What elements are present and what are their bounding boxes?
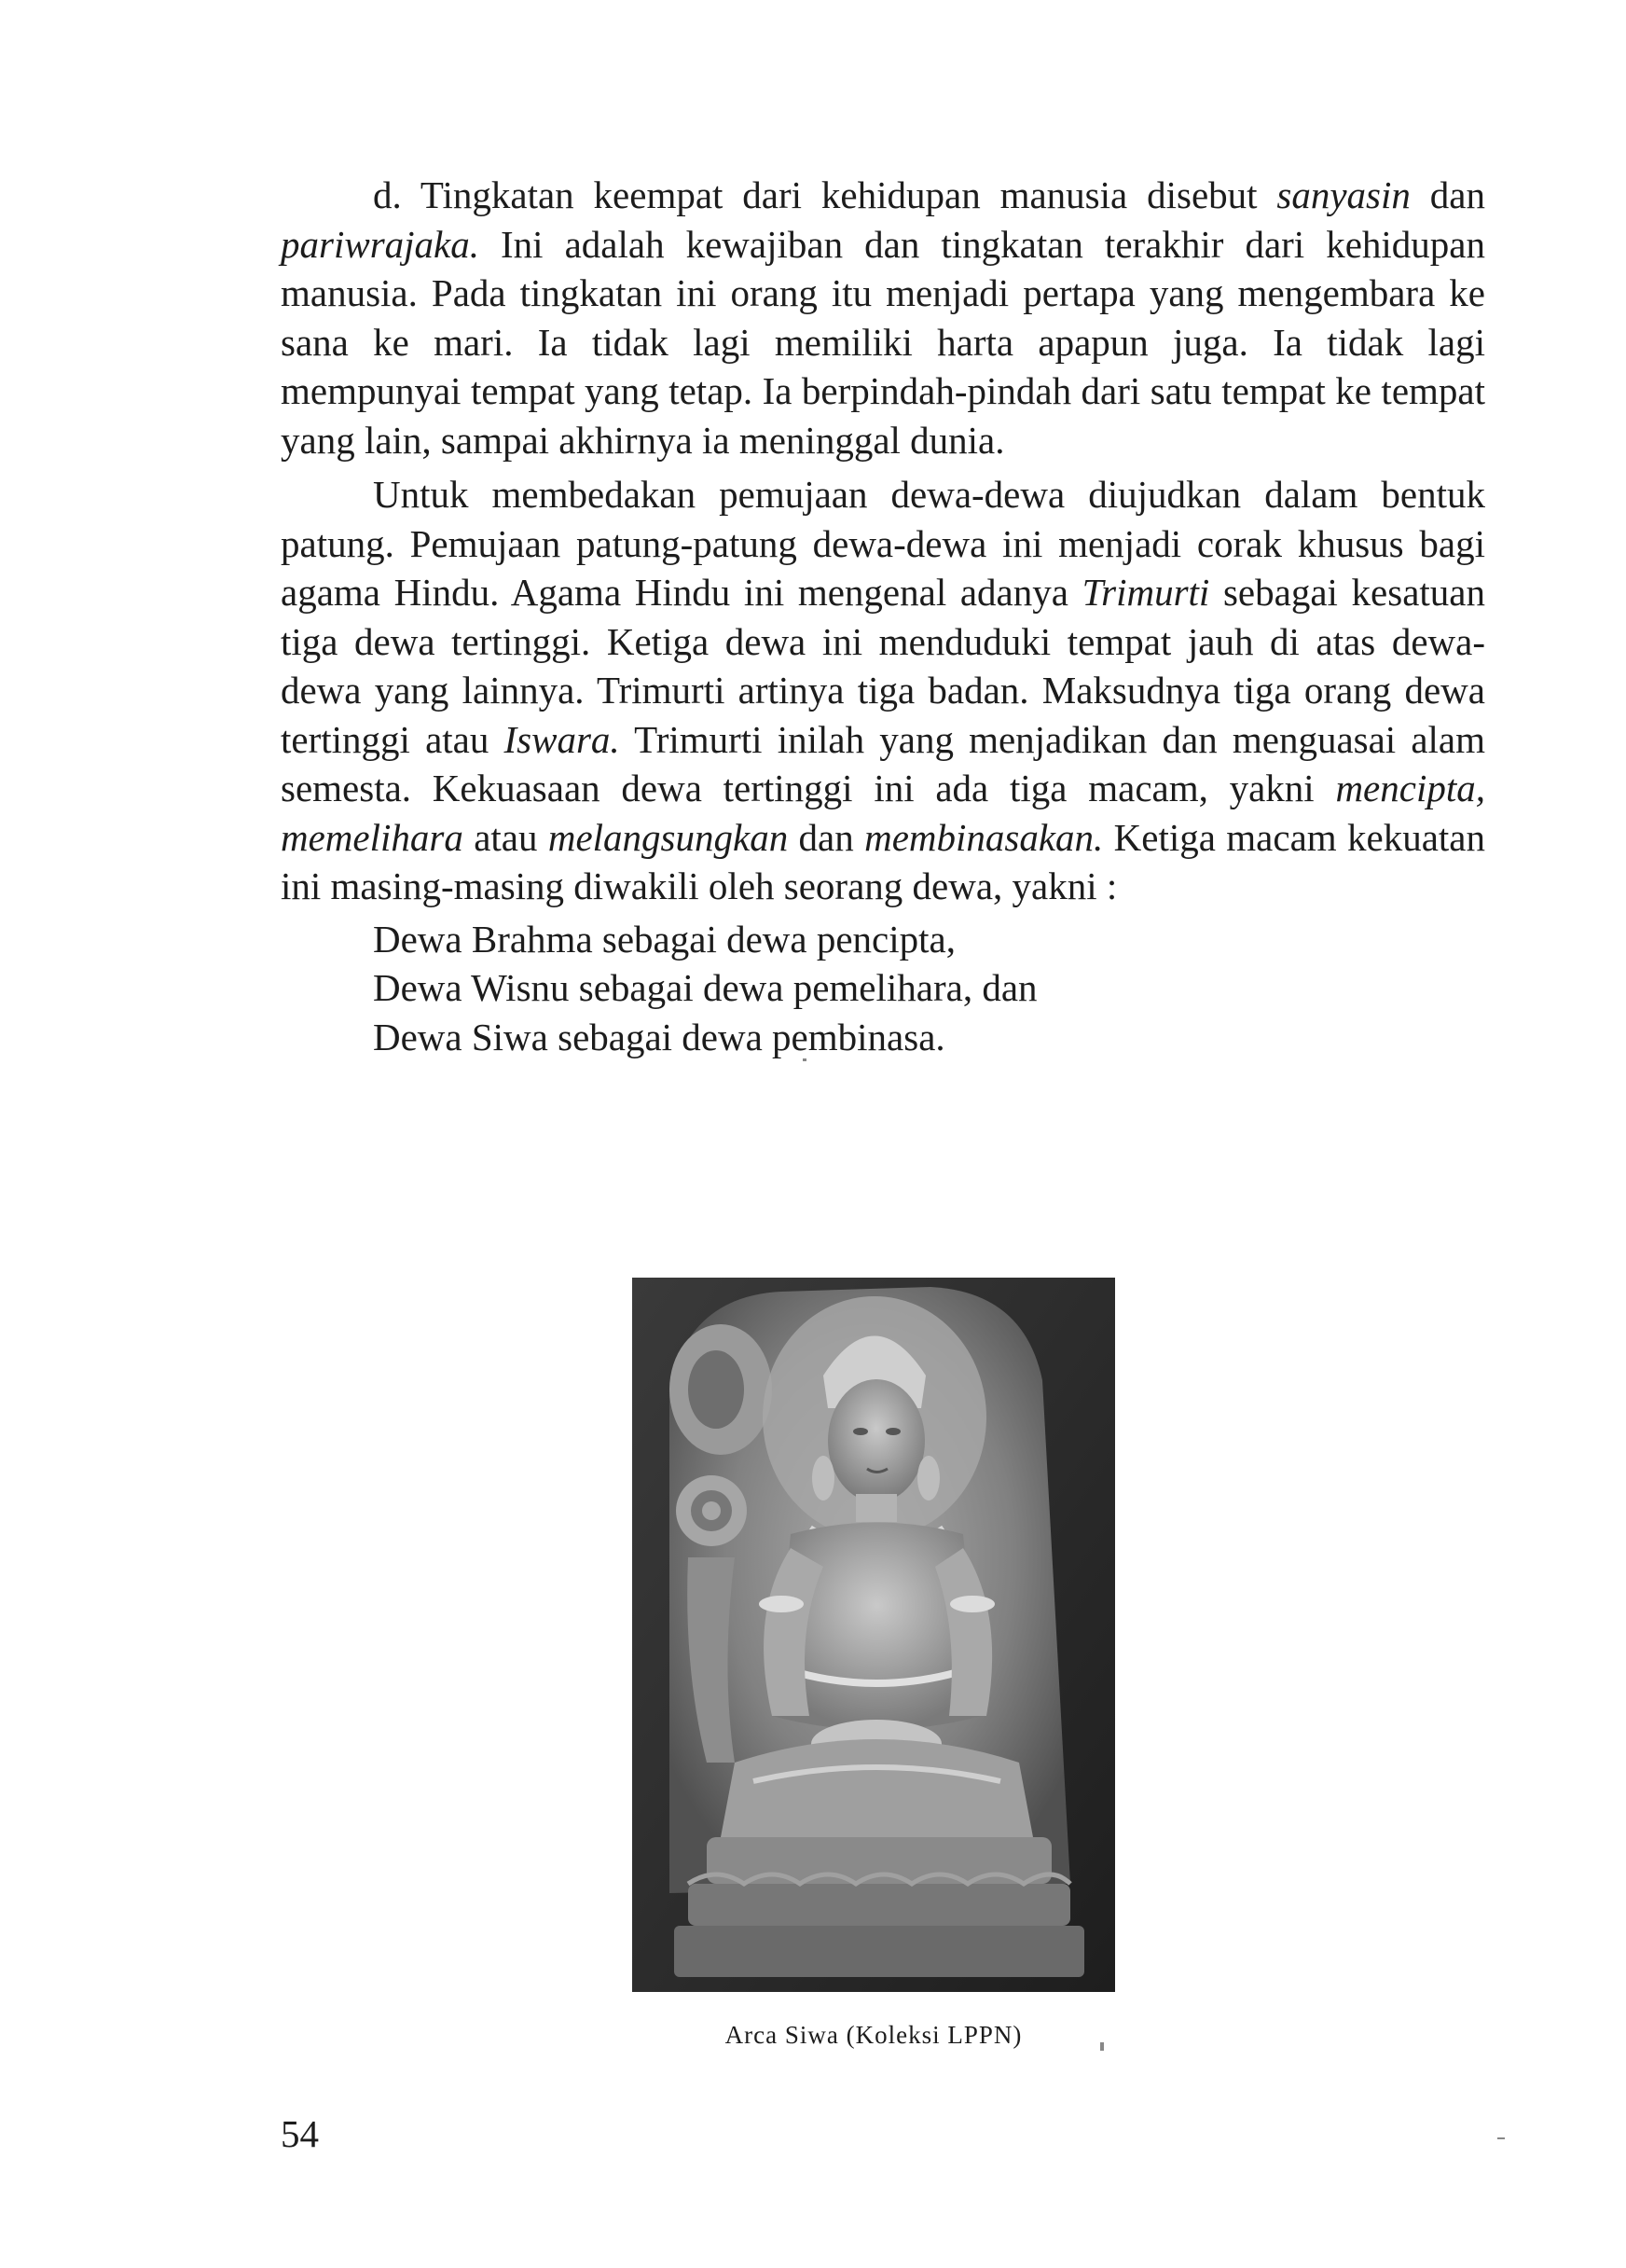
term-trimurti: Trimurti xyxy=(1082,571,1210,614)
paragraph-trimurti: Untuk membedakan pemujaan dewa-dewa diujudkan dalam bentuk patung. Pemujaan patung-patung dewa-dewa ini menjadi corak khusus bagi agama Hindu. Agama Hindu ini mengenal adanya Trimurti sebagai kesatuan tiga dewa tertinggi. Ketiga dewa ini menduduki tempat jauh di atas dewa-dewa yang lainnya. Trimurti artinya tiga badan. Maksudnya tiga orang dewa tertinggi atau Iswara. Trimurti inilah yang menjadikan dan menguasai alam semesta. Kekuasaan dewa tertinggi ini ada tiga macam, yakni mencipta, memelihara atau melangsungkan dan membinasakan. Ketiga macam kekuatan ini masing-masing diwakili oleh seorang dewa, yakni : xyxy=(281,473,1486,907)
term-melangsungkan: melangsungkan xyxy=(547,815,789,859)
gods-list xyxy=(281,915,1485,1062)
statue-illustration xyxy=(632,1278,1115,1992)
scan-speck xyxy=(1100,2042,1104,2051)
term-membinasakan: membinasakan. xyxy=(864,815,1104,859)
term-iswara: Iswara. xyxy=(503,717,620,761)
figure-caption: Arca Siwa (Koleksi LPPN) xyxy=(724,2021,1023,2049)
paragraph-d-marker: d. xyxy=(373,173,402,216)
list-item-siwa: Dewa Siwa sebagai dewa pembinasa. xyxy=(373,1015,945,1058)
list-item-wisnu: Dewa Wisnu sebagai dewa pemelihara, dan xyxy=(373,966,1038,1009)
list-item-brahma: Dewa Brahma sebagai dewa pencipta, xyxy=(373,917,956,961)
body-text xyxy=(281,171,1485,1061)
paragraph-d: d. Tingkatan keempat dari kehidupan manusia disebut sanyasin dan pariwrajaka. Ini adalah kewajiban dan tingkatan terakhir dari kehidupan manusia. Pada tingkatan ini orang itu menjadi pertapa yang mengembara ke sana ke mari. Ia tidak lagi memiliki harta apapun juga. Ia tidak lagi mempunyai tempat yang tetap. Ia berpindah-pindah dari satu tempat ke tempat yang lain, sampai akhirnya ia meninggal dunia. xyxy=(281,173,1485,462)
page-number: 54 xyxy=(281,2112,319,2155)
term-mencipta-memelihara: mencipta, memelihara xyxy=(281,767,1485,859)
siva-statue-photo xyxy=(632,1278,1115,1992)
term-pariwrajaka: pariwrajaka. xyxy=(281,222,479,266)
term-sanyasin: sanyasin xyxy=(1276,173,1411,216)
scan-speck xyxy=(803,1058,806,1061)
scan-speck xyxy=(1497,2137,1505,2139)
